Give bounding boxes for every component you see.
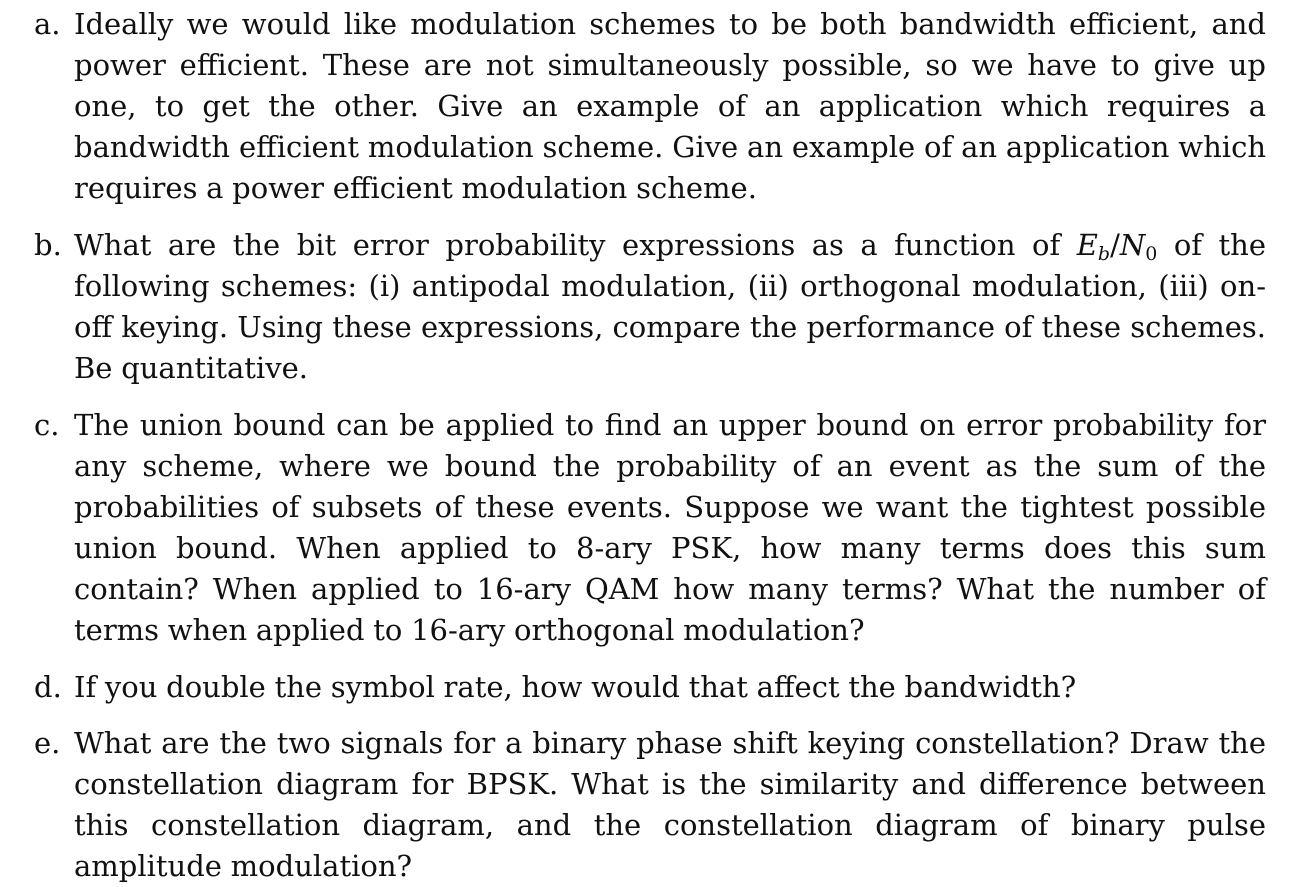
item-text: If you double the symbol rate, how would that affect the bandwidth? bbox=[74, 670, 1077, 704]
math-noise-density bbox=[1120, 228, 1145, 262]
item-marker: e. bbox=[34, 726, 61, 760]
math-subscript-0: 0 bbox=[1145, 243, 1158, 265]
math-subscript-b: b bbox=[1097, 243, 1111, 265]
text-after-math: of the following schemes: (i) antipodal modulation, (ii) orthogonal modulation, (iii) on-off keying. Using these expressions, compare the performance of these schemes. Be quantitative. bbox=[74, 228, 1266, 385]
math-symbol-n: N bbox=[1119, 228, 1146, 262]
item-text: The union bound can be applied to find an upper bound on error probability for any scheme, where we bound the probability of an event as the sum of the probabilities of subsets of these events. Suppose we want the tightest possible union bound. When applied to 8-ary PSK, how many terms does this sum contain? When applied to 16-ary QAM how many terms? What the number of terms when applied to 16-ary orthogonal modulation? bbox=[74, 408, 1266, 647]
math-energy-per-bit bbox=[1076, 228, 1111, 265]
item-marker: a. bbox=[34, 7, 61, 41]
math-symbol-e: E bbox=[1076, 228, 1098, 262]
item-marker: d. bbox=[34, 670, 62, 704]
item-text: Ideally we would like modulation schemes to be both bandwidth efficient, and power efficient. These are not simultaneously possible, so we have to give up one, to get the other. Give an example of an application which requires a bandwidth efficient modulation scheme. Give an example of an application which requires a power efficient modulation scheme. bbox=[74, 7, 1266, 205]
item-text bbox=[74, 225, 1266, 389]
item-marker: b. bbox=[34, 228, 62, 262]
item-marker: c. bbox=[34, 408, 60, 442]
text-before-math: What are the bit error probability expressions as a function of bbox=[74, 228, 1077, 262]
math-slash: / bbox=[1110, 228, 1120, 262]
item-text: What are the two signals for a binary phase shift keying constellation? Draw the constellation diagram for BPSK. What is the similarity and difference between this constellation diagram, and the constellation diagram of binary pulse amplitude modulation? bbox=[74, 726, 1266, 883]
